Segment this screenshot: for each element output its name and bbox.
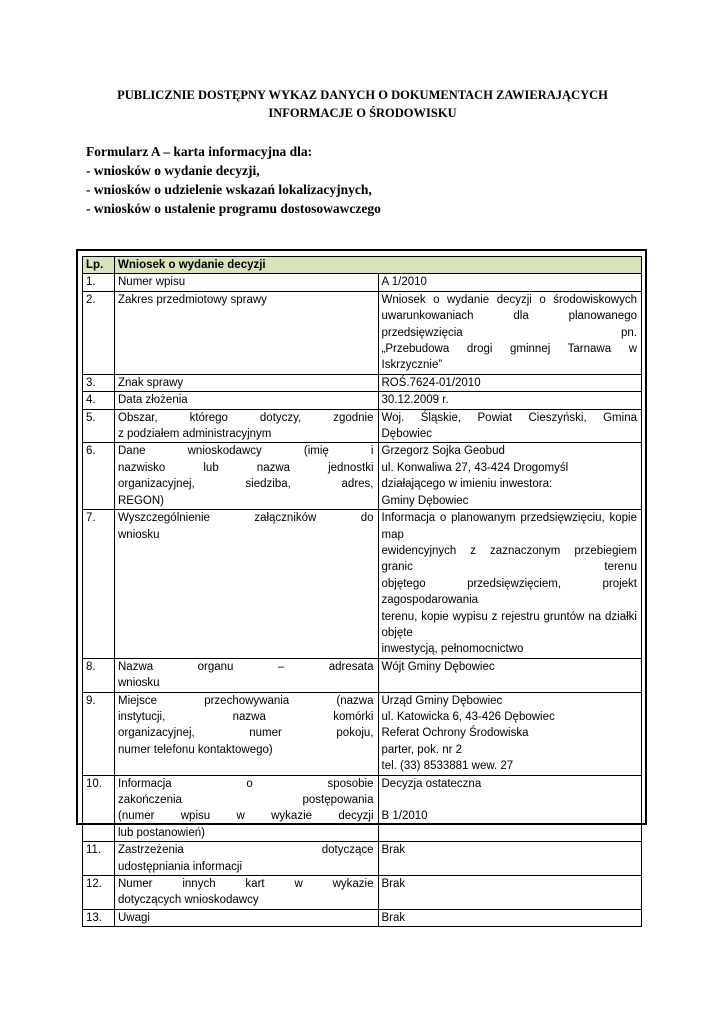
header-title: Wniosek o wydanie decyzji — [115, 257, 642, 274]
row-value-spacer — [382, 792, 638, 808]
table-row — [83, 374, 642, 391]
table-row — [83, 658, 642, 692]
row-label-line: Informacja o sposobie — [118, 777, 374, 790]
row-value-line: ul. Katowicka 6, 43-426 Dębowiec — [381, 710, 555, 723]
row-label — [115, 392, 379, 409]
row-label-line: wniosku — [118, 677, 160, 690]
row-value-line: ul. Konwaliwa 27, 43-424 Drogomyśl — [381, 461, 569, 474]
row-label-line: zakończenia postępowania — [118, 794, 374, 806]
row-number: 8. — [83, 658, 115, 692]
row-value — [378, 692, 642, 775]
row-value-line: działającego w imieniu inwestora: — [381, 478, 553, 491]
header-lp: Lp. — [83, 257, 115, 274]
row-value-line: B 1/2010 — [381, 810, 428, 822]
row-value-line: Grzegorz Sojka Geobud — [381, 445, 505, 458]
row-value-line: „Przebudowa drogi gminnej Tarnawa w Iskrzycznie” — [381, 343, 637, 372]
row-number: 10. — [83, 775, 115, 842]
row-value — [378, 443, 642, 510]
title-line-2: INFORMACJE O ŚRODOWISKU — [268, 106, 457, 120]
row-label — [115, 876, 379, 910]
row-value-line: Referat Ochrony Środowiska — [381, 727, 529, 740]
row-value-line: Brak — [381, 844, 406, 857]
row-number: 12. — [83, 876, 115, 910]
row-label — [115, 842, 379, 876]
row-value-line: Wójt Gminy Dębowiec — [381, 660, 495, 673]
row-value-line: Wniosek o wydanie decyzji o środowiskowych — [381, 293, 637, 306]
row-value — [378, 842, 642, 876]
row-label — [115, 409, 379, 443]
row-value — [378, 409, 642, 443]
row-label-line: Data złożenia — [118, 394, 188, 407]
row-value — [378, 510, 642, 659]
row-label — [115, 775, 379, 842]
row-value — [378, 909, 642, 926]
row-number: 7. — [83, 510, 115, 659]
table-row — [83, 876, 642, 910]
row-label-line: dotyczących wnioskodawcy — [118, 894, 259, 907]
table-row — [83, 291, 642, 374]
row-number: 6. — [83, 443, 115, 510]
row-value-line: Woj. Śląskie, Powiat Cieszyński, Gmina Dębowiec — [381, 411, 637, 441]
document-title — [60, 86, 665, 122]
row-value — [378, 374, 642, 391]
row-value — [378, 876, 642, 910]
row-label-line: udostępniania informacji — [118, 860, 243, 873]
row-label-line: organizacyjnej, siedziba, adres, — [118, 478, 374, 491]
row-label — [115, 692, 379, 775]
row-value-line: Decyzja ostateczna — [381, 777, 482, 790]
row-label-line: Dane wnioskodawcy (imię i — [118, 445, 374, 458]
row-label-line: instytucji, nazwa komórki — [118, 710, 374, 723]
row-label-line: REGON) — [118, 494, 164, 507]
row-value-line: Gminy Dębowiec — [381, 494, 469, 507]
row-value-line: terenu, kopie wypisu z rejestru gruntów na działki objęte — [381, 610, 637, 639]
row-label-line: Numer innych kart w wykazie — [118, 878, 374, 891]
row-number: 5. — [83, 409, 115, 443]
row-number: 4. — [83, 392, 115, 409]
row-label-line: Uwagi — [118, 911, 150, 924]
intro-line: - wniosków o ustalenie programu dostosowawczego — [86, 201, 381, 216]
table-row — [83, 409, 642, 443]
row-label-line: Miejsce przechowywania (nazwa — [118, 694, 374, 707]
row-value — [378, 291, 642, 374]
row-label — [115, 274, 379, 291]
row-label-line: (numer wpisu w wykazie decyzji — [118, 810, 374, 823]
row-label-line: Nazwa organu – adresata — [118, 660, 374, 673]
row-label-line: Zastrzeżenia dotyczące — [118, 844, 374, 857]
intro-line: - wniosków o wydanie decyzji, — [86, 163, 260, 178]
row-value — [378, 775, 642, 842]
row-label-line: Wyszczególnienie załączników do — [118, 512, 374, 525]
row-value-line: 30.12.2009 r. — [381, 394, 449, 407]
row-label — [115, 510, 379, 659]
row-value — [378, 274, 642, 291]
row-value-line: tel. (33) 8533881 wew. 27 — [381, 760, 514, 773]
row-label-line: nazwisko lub nazwa jednostki — [118, 461, 374, 474]
row-number: 13. — [83, 909, 115, 926]
table-row — [83, 775, 642, 842]
row-value-line: Informacja o planowanym przedsięwzięciu, kopie map — [381, 512, 637, 541]
table-row — [83, 692, 642, 775]
row-label-line: organizacyjnej, numer pokoju, — [118, 727, 374, 740]
table-row — [83, 392, 642, 409]
intro-line: Formularz A – karta informacyjna dla: — [86, 144, 313, 159]
intro-line: - wniosków o udzielenie wskazań lokalizacyjnych, — [86, 182, 372, 197]
row-value-line: uwarunkowaniach dla planowanego przedsięwzięcia pn. — [381, 310, 637, 339]
form-intro — [86, 142, 381, 218]
row-label — [115, 909, 379, 926]
row-value-line: ewidencyjnych z zaznaczonym przebiegiem granic terenu — [381, 544, 637, 574]
row-value-line: parter, pok. nr 2 — [381, 743, 463, 756]
row-label — [115, 291, 379, 374]
info-card-table — [82, 256, 642, 927]
row-value-line: Urząd Gminy Dębowiec — [381, 694, 503, 707]
table-header-row — [83, 257, 642, 274]
row-value-line: objętego przedsięwzięciem, projekt zagospodarowania — [381, 577, 637, 607]
table-row — [83, 510, 642, 659]
row-number: 2. — [83, 291, 115, 374]
row-value-line: inwestycją, pełnomocnictwo — [381, 643, 524, 656]
row-label — [115, 658, 379, 692]
row-value — [378, 658, 642, 692]
row-value-line: Brak — [381, 878, 406, 891]
table-row — [83, 274, 642, 291]
row-number: 11. — [83, 842, 115, 876]
row-label-line: z podziałem administracyjnym — [118, 428, 272, 441]
table-row — [83, 443, 642, 510]
table-row — [83, 909, 642, 926]
row-label-line: Znak sprawy — [118, 376, 184, 389]
title-line-1: PUBLICZNIE DOSTĘPNY WYKAZ DANYCH O DOKUMENTACH ZAWIERAJĄCYCH — [117, 88, 608, 102]
row-label-line: Obszar, którego dotyczy, zgodnie — [118, 411, 374, 424]
table-row — [83, 842, 642, 876]
row-label-line: numer telefonu kontaktowego) — [118, 743, 273, 756]
row-number: 3. — [83, 374, 115, 391]
row-label-line: wniosku — [118, 528, 160, 541]
row-label — [115, 374, 379, 391]
row-value — [378, 392, 642, 409]
row-value-line: A 1/2010 — [381, 276, 427, 289]
row-label-line: lub postanowień) — [118, 826, 205, 839]
row-value-line: Brak — [381, 911, 406, 924]
row-label-line: Zakres przedmiotowy sprawy — [118, 293, 267, 306]
row-number: 9. — [83, 692, 115, 775]
row-label-line: Numer wpisu — [118, 276, 186, 289]
row-value-line: ROŚ.7624-01/2010 — [381, 376, 481, 389]
row-label — [115, 443, 379, 510]
row-number: 1. — [83, 274, 115, 291]
